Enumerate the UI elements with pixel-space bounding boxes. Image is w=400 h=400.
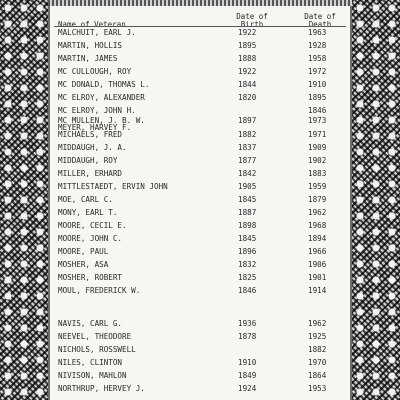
veteran-name: MITTLESTAEDT, ERVIN JOHN — [58, 182, 168, 191]
date-of-death: 1895 — [308, 93, 327, 102]
table-row — [50, 66, 350, 78]
date-of-death: 1914 — [308, 286, 327, 295]
table-row — [50, 246, 350, 258]
table-row — [50, 168, 350, 180]
date-of-birth: 1936 — [238, 319, 257, 328]
date-of-death: 1846 — [308, 106, 327, 115]
date-of-death: 1953 — [308, 384, 327, 393]
date-of-death: 1971 — [308, 130, 327, 139]
veteran-name: MOORE, JOHN C. — [58, 234, 123, 243]
table-row — [50, 194, 350, 206]
table-row — [50, 259, 350, 271]
date-of-birth: 1837 — [238, 143, 257, 152]
table-row — [50, 92, 350, 104]
date-of-death: 1909 — [308, 143, 327, 152]
table-row — [50, 357, 350, 369]
date-of-death: 1962 — [308, 319, 327, 328]
date-of-birth: 1924 — [238, 384, 257, 393]
veteran-name: NEEVEL, THEODORE — [58, 332, 132, 341]
veteran-name: MILLER, ERHARD — [58, 169, 123, 178]
header-date-of-death: Date of Death — [304, 12, 336, 29]
date-of-birth: 1898 — [238, 221, 257, 230]
veteran-name: MIDDAUGH, ROY — [58, 156, 118, 165]
table-row — [50, 344, 350, 356]
table-row — [50, 155, 350, 167]
decorative-border-right — [350, 0, 400, 400]
date-of-birth: 1832 — [238, 260, 257, 269]
date-of-birth: 1878 — [238, 332, 257, 341]
date-of-death: 1928 — [308, 41, 327, 50]
date-of-death: 1959 — [308, 182, 327, 191]
date-of-birth: 1888 — [238, 54, 257, 63]
veteran-name: NORTHRUP, HERVEY J. — [58, 384, 145, 393]
date-of-birth: 1877 — [238, 156, 257, 165]
date-of-death: 1882 — [308, 345, 327, 354]
veteran-name-line: MEYER, HARVEY F. — [58, 123, 132, 132]
date-of-death: 1925 — [308, 332, 327, 341]
table-row — [50, 272, 350, 284]
table-row — [50, 129, 350, 141]
veteran-register-sheet — [50, 6, 350, 400]
table-row — [50, 79, 350, 91]
table-row — [50, 27, 350, 39]
table-row — [50, 142, 350, 154]
date-of-death: 1972 — [308, 67, 327, 76]
date-of-birth: 1849 — [238, 371, 257, 380]
date-of-death: 1883 — [308, 169, 327, 178]
header-name-of-veteran: Name of Veteran — [58, 20, 126, 29]
veteran-name: MICHAELS, FRED — [58, 130, 123, 139]
date-of-birth: 1820 — [238, 93, 257, 102]
veteran-name: MONY, EARL T. — [58, 208, 118, 217]
date-of-death: 1879 — [308, 195, 327, 204]
veteran-name: MOSHER, ROBERT — [58, 273, 123, 282]
date-of-death: 1906 — [308, 260, 327, 269]
table-row — [50, 285, 350, 297]
date-of-birth: 1895 — [238, 41, 257, 50]
table-row — [50, 220, 350, 232]
date-of-death: 1910 — [308, 80, 327, 89]
decorative-border-left — [0, 0, 50, 400]
table-row — [50, 370, 350, 382]
date-of-death: 1901 — [308, 273, 327, 282]
date-of-death: 1962 — [308, 208, 327, 217]
veteran-name: MOORE, CECIL E. — [58, 221, 127, 230]
table-row — [50, 53, 350, 65]
veteran-name: MARTIN, HOLLIS — [58, 41, 123, 50]
date-of-death: 1864 — [308, 371, 327, 380]
date-of-death: 1968 — [308, 221, 327, 230]
date-of-birth: 1887 — [238, 208, 257, 217]
date-of-death: 1894 — [308, 234, 327, 243]
date-of-death: 1902 — [308, 156, 327, 165]
veteran-name: MOUL, FREDERICK W. — [58, 286, 141, 295]
veteran-name: MIDDAUGH, J. A. — [58, 143, 127, 152]
table-row — [50, 383, 350, 395]
veteran-name: MOSHER, ASA — [58, 260, 109, 269]
date-of-birth: 1897 — [238, 116, 257, 125]
date-of-birth: 1905 — [238, 182, 257, 191]
table-row — [50, 233, 350, 245]
table-row — [50, 207, 350, 219]
date-of-birth: 1922 — [238, 67, 257, 76]
veteran-name: NICHOLS, ROSSWELL — [58, 345, 136, 354]
date-of-death: 1966 — [308, 247, 327, 256]
veteran-name: MC DONALD, THOMAS L. — [58, 80, 150, 89]
table-row — [50, 331, 350, 343]
date-of-death: 1963 — [308, 28, 327, 37]
date-of-birth: 1845 — [238, 234, 257, 243]
veteran-name: MC CULLOUGH, ROY — [58, 67, 132, 76]
veteran-name: MOORE, PAUL — [58, 247, 109, 256]
veteran-name: MOE, CARL C. — [58, 195, 113, 204]
veteran-name: MALCHUIT, EARL J. — [58, 28, 136, 37]
date-of-birth: 1910 — [238, 358, 257, 367]
veteran-name: MARTIN, JAMES — [58, 54, 118, 63]
date-of-birth: 1844 — [238, 80, 257, 89]
veteran-name: MC ELROY, JOHN H. — [58, 106, 136, 115]
veteran-name: MC ELROY, ALEXANDER — [58, 93, 145, 102]
veteran-name: NILES, CLINTON — [58, 358, 123, 367]
date-of-birth: 1896 — [238, 247, 257, 256]
table-row — [50, 181, 350, 193]
date-of-death: 1958 — [308, 54, 327, 63]
veteran-name: NIVISON, MAHLON — [58, 371, 127, 380]
date-of-birth: 1825 — [238, 273, 257, 282]
veteran-name: NAVIS, CARL G. — [58, 319, 123, 328]
date-of-birth: 1845 — [238, 195, 257, 204]
table-row — [50, 40, 350, 52]
date-of-death: 1970 — [308, 358, 327, 367]
date-of-birth: 1882 — [238, 130, 257, 139]
date-of-birth: 1846 — [238, 286, 257, 295]
veteran-name-line: MC MULLEN, J. B. W. — [58, 116, 145, 125]
header-date-of-birth: Date of Birth — [236, 12, 268, 29]
date-of-birth: 1842 — [238, 169, 257, 178]
date-of-death: 1973 — [308, 116, 327, 125]
date-of-birth: 1922 — [238, 28, 257, 37]
table-row — [50, 318, 350, 330]
